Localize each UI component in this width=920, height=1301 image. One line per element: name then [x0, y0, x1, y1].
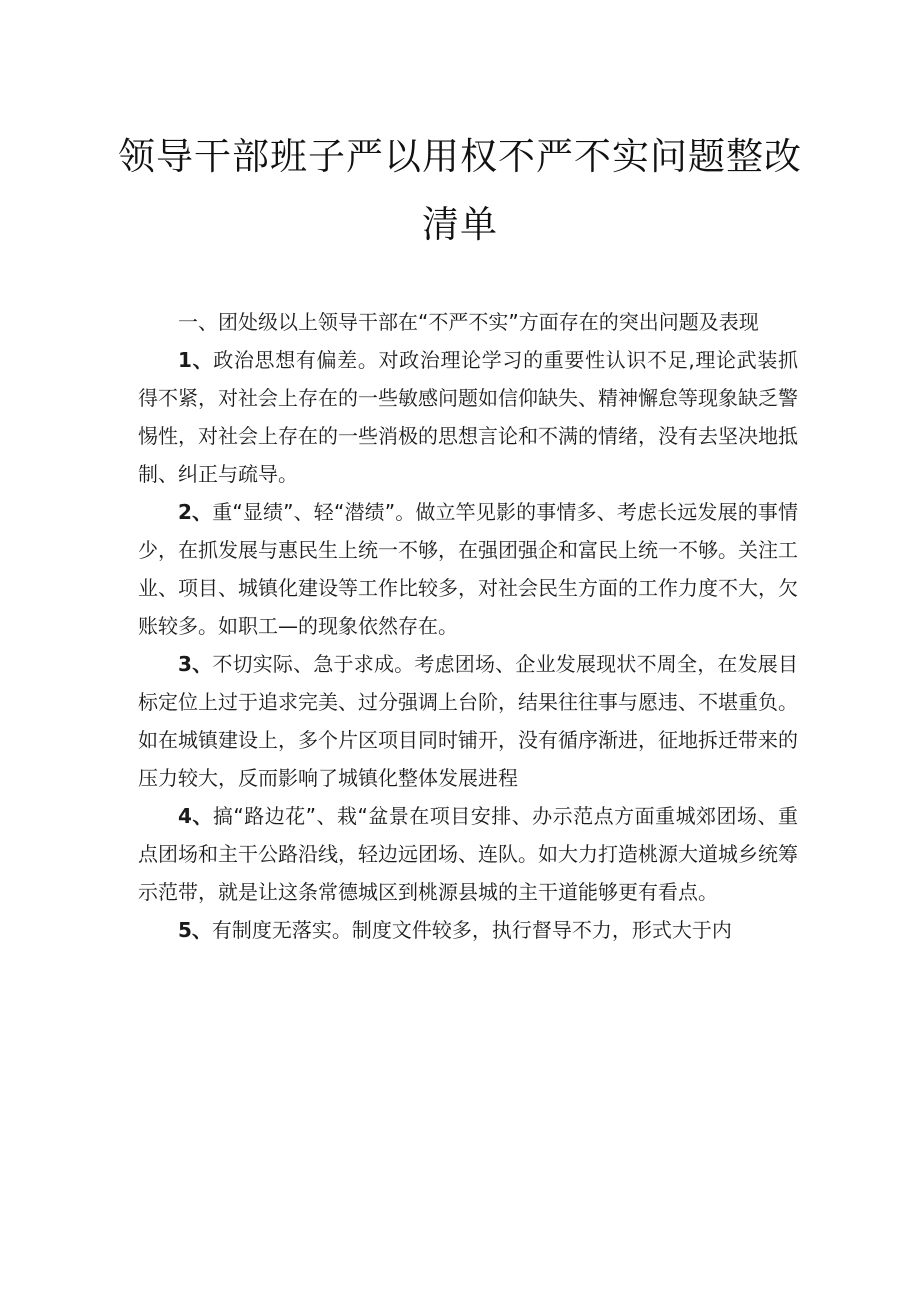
paragraph-section-heading: [138, 303, 798, 341]
paragraph-text: 不切实际、急于求成。考虑团场、企业发展现状不周全，在发展目标定位上过于追求完美、过分强调上台阶，结果往往事与愿违、不堪重负。如在城镇建设上，多个片区项目同时铺开，没有循序渐进，征地拆迁带来的压力较大，反而影响了城镇化整体发展进程: [138, 652, 799, 790]
paragraph-lead: 5、: [178, 918, 212, 942]
paragraph-text: 一、团处级以上领导干部在“不严不实”方面存在的突出问题及表现: [178, 310, 759, 334]
paragraph-text: 重“显绩”、轻“潜绩”。做立竿见影的事情多、考虑长远发展的事情少，在抓发展与惠民生上统一不够，在强团强企和富民上统一不够。关注工业、项目、城镇化建设等工作比较多，对社会民生方面的工作力度不大，欠账较多。如职工—的现象依然存在。: [138, 500, 798, 638]
paragraph-item-3: [138, 645, 798, 797]
paragraph-item-1: [138, 341, 798, 493]
paragraph-lead: 1、: [178, 348, 214, 372]
paragraph-text: 有制度无落实。制度文件较多，执行督导不力，形式大于内: [211, 918, 732, 942]
paragraph-item-4: [138, 797, 798, 911]
document-title-line-1: 领导干部班子严以用权不严不实问题整改: [118, 135, 802, 178]
document-title-line-2: 清单: [422, 203, 498, 246]
paragraph-lead: 4、: [178, 804, 213, 828]
paragraph-item-2: [138, 493, 798, 645]
paragraph-item-5: [138, 911, 798, 949]
paragraph-lead: 3、: [178, 652, 213, 676]
paragraph-text: 政治思想有偏差。对政治理论学习的重要性认识不足,理论武装抓得不紧，对社会上存在的一些敏感问题如信仰缺失、精神懈怠等现象缺乏警惕性，对社会上存在的一些消极的思想言论和不满的情绪，没有去坚决地抵制、纠正与疏导。: [138, 348, 798, 486]
document-body: [138, 303, 798, 949]
paragraph-lead: 2、: [178, 500, 213, 524]
paragraph-text: 搞“路边花”、栽“盆景在项目安排、办示范点方面重城郊团场、重点团场和主干公路沿线，轻边远团场、连队。如大力打造桃源大道城乡统筹示范带，就是让这条常德城区到桃源县城的主干道能够更有看点。: [138, 804, 798, 904]
